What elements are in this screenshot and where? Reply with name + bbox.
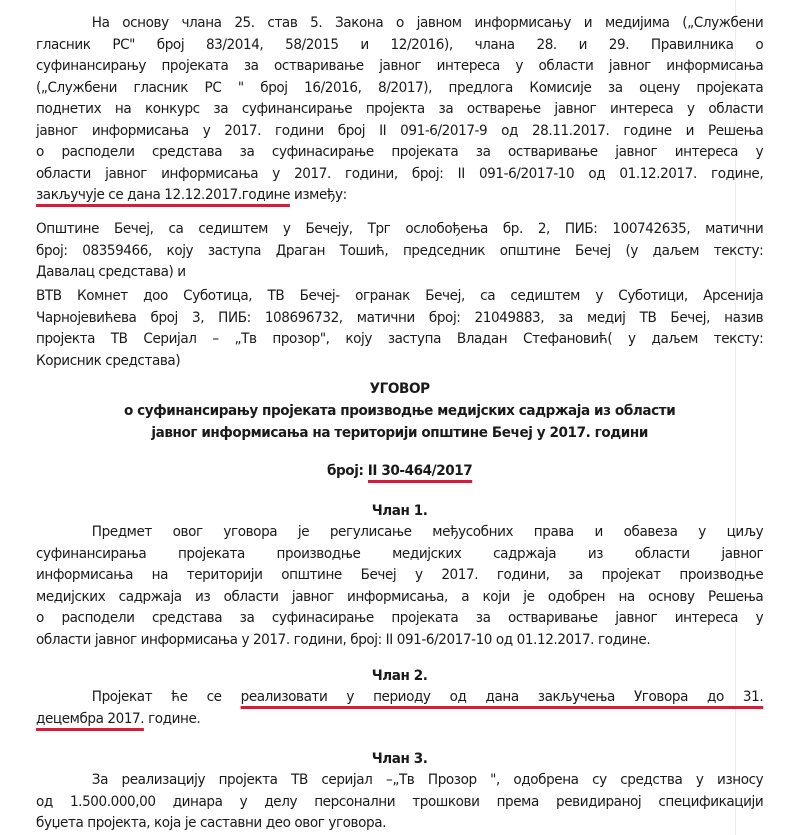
preamble-line: области јавног информисања у 2017. години, број: II 091-6/2017-10 од 01.12.2017. године, <box>36 164 764 182</box>
article-3-line: буџета пројекта, која је саставни део овог уговора. <box>36 814 387 831</box>
article-2-prefix: Пројекат ће се <box>91 688 241 705</box>
party-user-line: Чарнојевићева број 3, ПИБ: 108696732, матични број: 21049883, за медиј ТВ Бечеј, назив <box>36 308 764 326</box>
preamble-line: о расподели средстава за суфинасирање пројеката за остваривање јавног интереса у <box>36 143 764 160</box>
article-1-line: области јавног информисања у 2017. години, број: II 091-6/2017-10 од 01.12.2017. године. <box>36 630 651 648</box>
article-3-line: од 1.500.000,00 динара у делу персонални трошкови према ревидираној спецификацији <box>36 792 764 810</box>
contract-number <box>36 460 763 482</box>
party-user-line: Корисник средстава) <box>36 351 181 369</box>
article-1-line: Предмет овог уговора је регулисање међусобних права и обавеза у циљу <box>91 523 764 540</box>
article-2-paragraph <box>36 686 763 729</box>
article-1-paragraph <box>36 521 763 650</box>
contract-number-value: II 30-464/2017 <box>368 462 473 483</box>
party-giver-paragraph <box>36 218 763 283</box>
party-giver-line: број: 08359466, коју заступа Драган Тошић, председник општине Бечеј (у даљем тексту: <box>36 241 764 259</box>
concluded-date-highlight: закључује се дана 12.12.2017.године <box>36 186 290 207</box>
article-2-line <box>36 686 763 708</box>
preamble-paragraph <box>36 12 763 206</box>
preamble-line: суфинансирању пројеката за остваривање јавног интереса у области јавног информисања <box>36 57 764 74</box>
party-user-line: пројекта ТВ Серијал – „Тв прозор", коју заступа Владан Стефановић( у даљем тексту: <box>36 330 764 347</box>
preamble-line: гласник РС" број 83/2014, 58/2015 и 12/2016), члана 28. и 29. Правилника о <box>36 35 764 53</box>
concluded-rest: између: <box>290 186 347 203</box>
contract-subtitle-line: јавног информисања на територији општине Бечеј у 2017. години <box>151 424 648 441</box>
article-2-period-highlight: реализовати у периоду од дана закључења Уговора до 31. <box>241 688 764 709</box>
party-giver-line: Општине Бечеј, са седиштем у Бечеју, Трг ослобођења бр. 2, ПИБ: 100742635, матични <box>36 220 764 237</box>
article-2-date-highlight: децембра 2017. <box>36 710 144 731</box>
article-2-heading: Члан 2. <box>371 667 428 684</box>
article-3-paragraph <box>36 769 763 834</box>
article-1-line: медијских садржаја из области јавног информисања, а који је одобрен на основу Решења <box>36 587 764 605</box>
contract-number-label: број: <box>326 462 368 479</box>
article-1-line: информисања на територији општине Бечеј у 2017. години, за пројекат производње <box>36 566 764 583</box>
preamble-line: На основу члана 25. став 5. Закона о јавном информисању и медијима („Службени <box>91 14 764 31</box>
article-2-rest: године. <box>144 709 201 727</box>
contract-heading: УГОВОР <box>369 380 430 397</box>
party-user-line: ВТВ Комнет доо Суботица, ТВ Бечеј- огранак Бечеј, са седиштем у Суботици, Арсенија <box>36 287 764 304</box>
party-giver-line: Давалац средстава) и <box>36 263 186 280</box>
article-1-line: о расподели средстава за суфинасирање пројеката за остваривање јавног интереса у <box>36 609 764 626</box>
article-1-heading: Члан 1. <box>371 502 428 519</box>
preamble-line: јавног информисања у 2017. години број II 091-6/2017-9 од 28.11.2017. године и Решења <box>36 121 764 139</box>
article-3-heading: Члан 3. <box>371 750 428 767</box>
contract-subtitle-line: о суфинансирању пројеката производње медијских садржаја из области <box>123 402 676 419</box>
party-user-paragraph <box>36 285 763 371</box>
article-3-line: За реализацију пројекта ТВ серијал –„Тв Прозор ", одобрена су средства у износу <box>91 771 764 788</box>
preamble-line: поднетих на конкурс за суфинансирање пројекта за остварење јавног интереса у области <box>36 100 764 117</box>
preamble-line: („Службени гласник РС " број 16/2016, 8/2017), предлога Комисије за оцену пројеката <box>36 78 764 96</box>
article-2-line <box>36 708 763 730</box>
article-1-line: суфинансирања пројеката производње медијских садржаја из области јавног <box>36 544 764 562</box>
preamble-concluded-line <box>36 184 763 206</box>
